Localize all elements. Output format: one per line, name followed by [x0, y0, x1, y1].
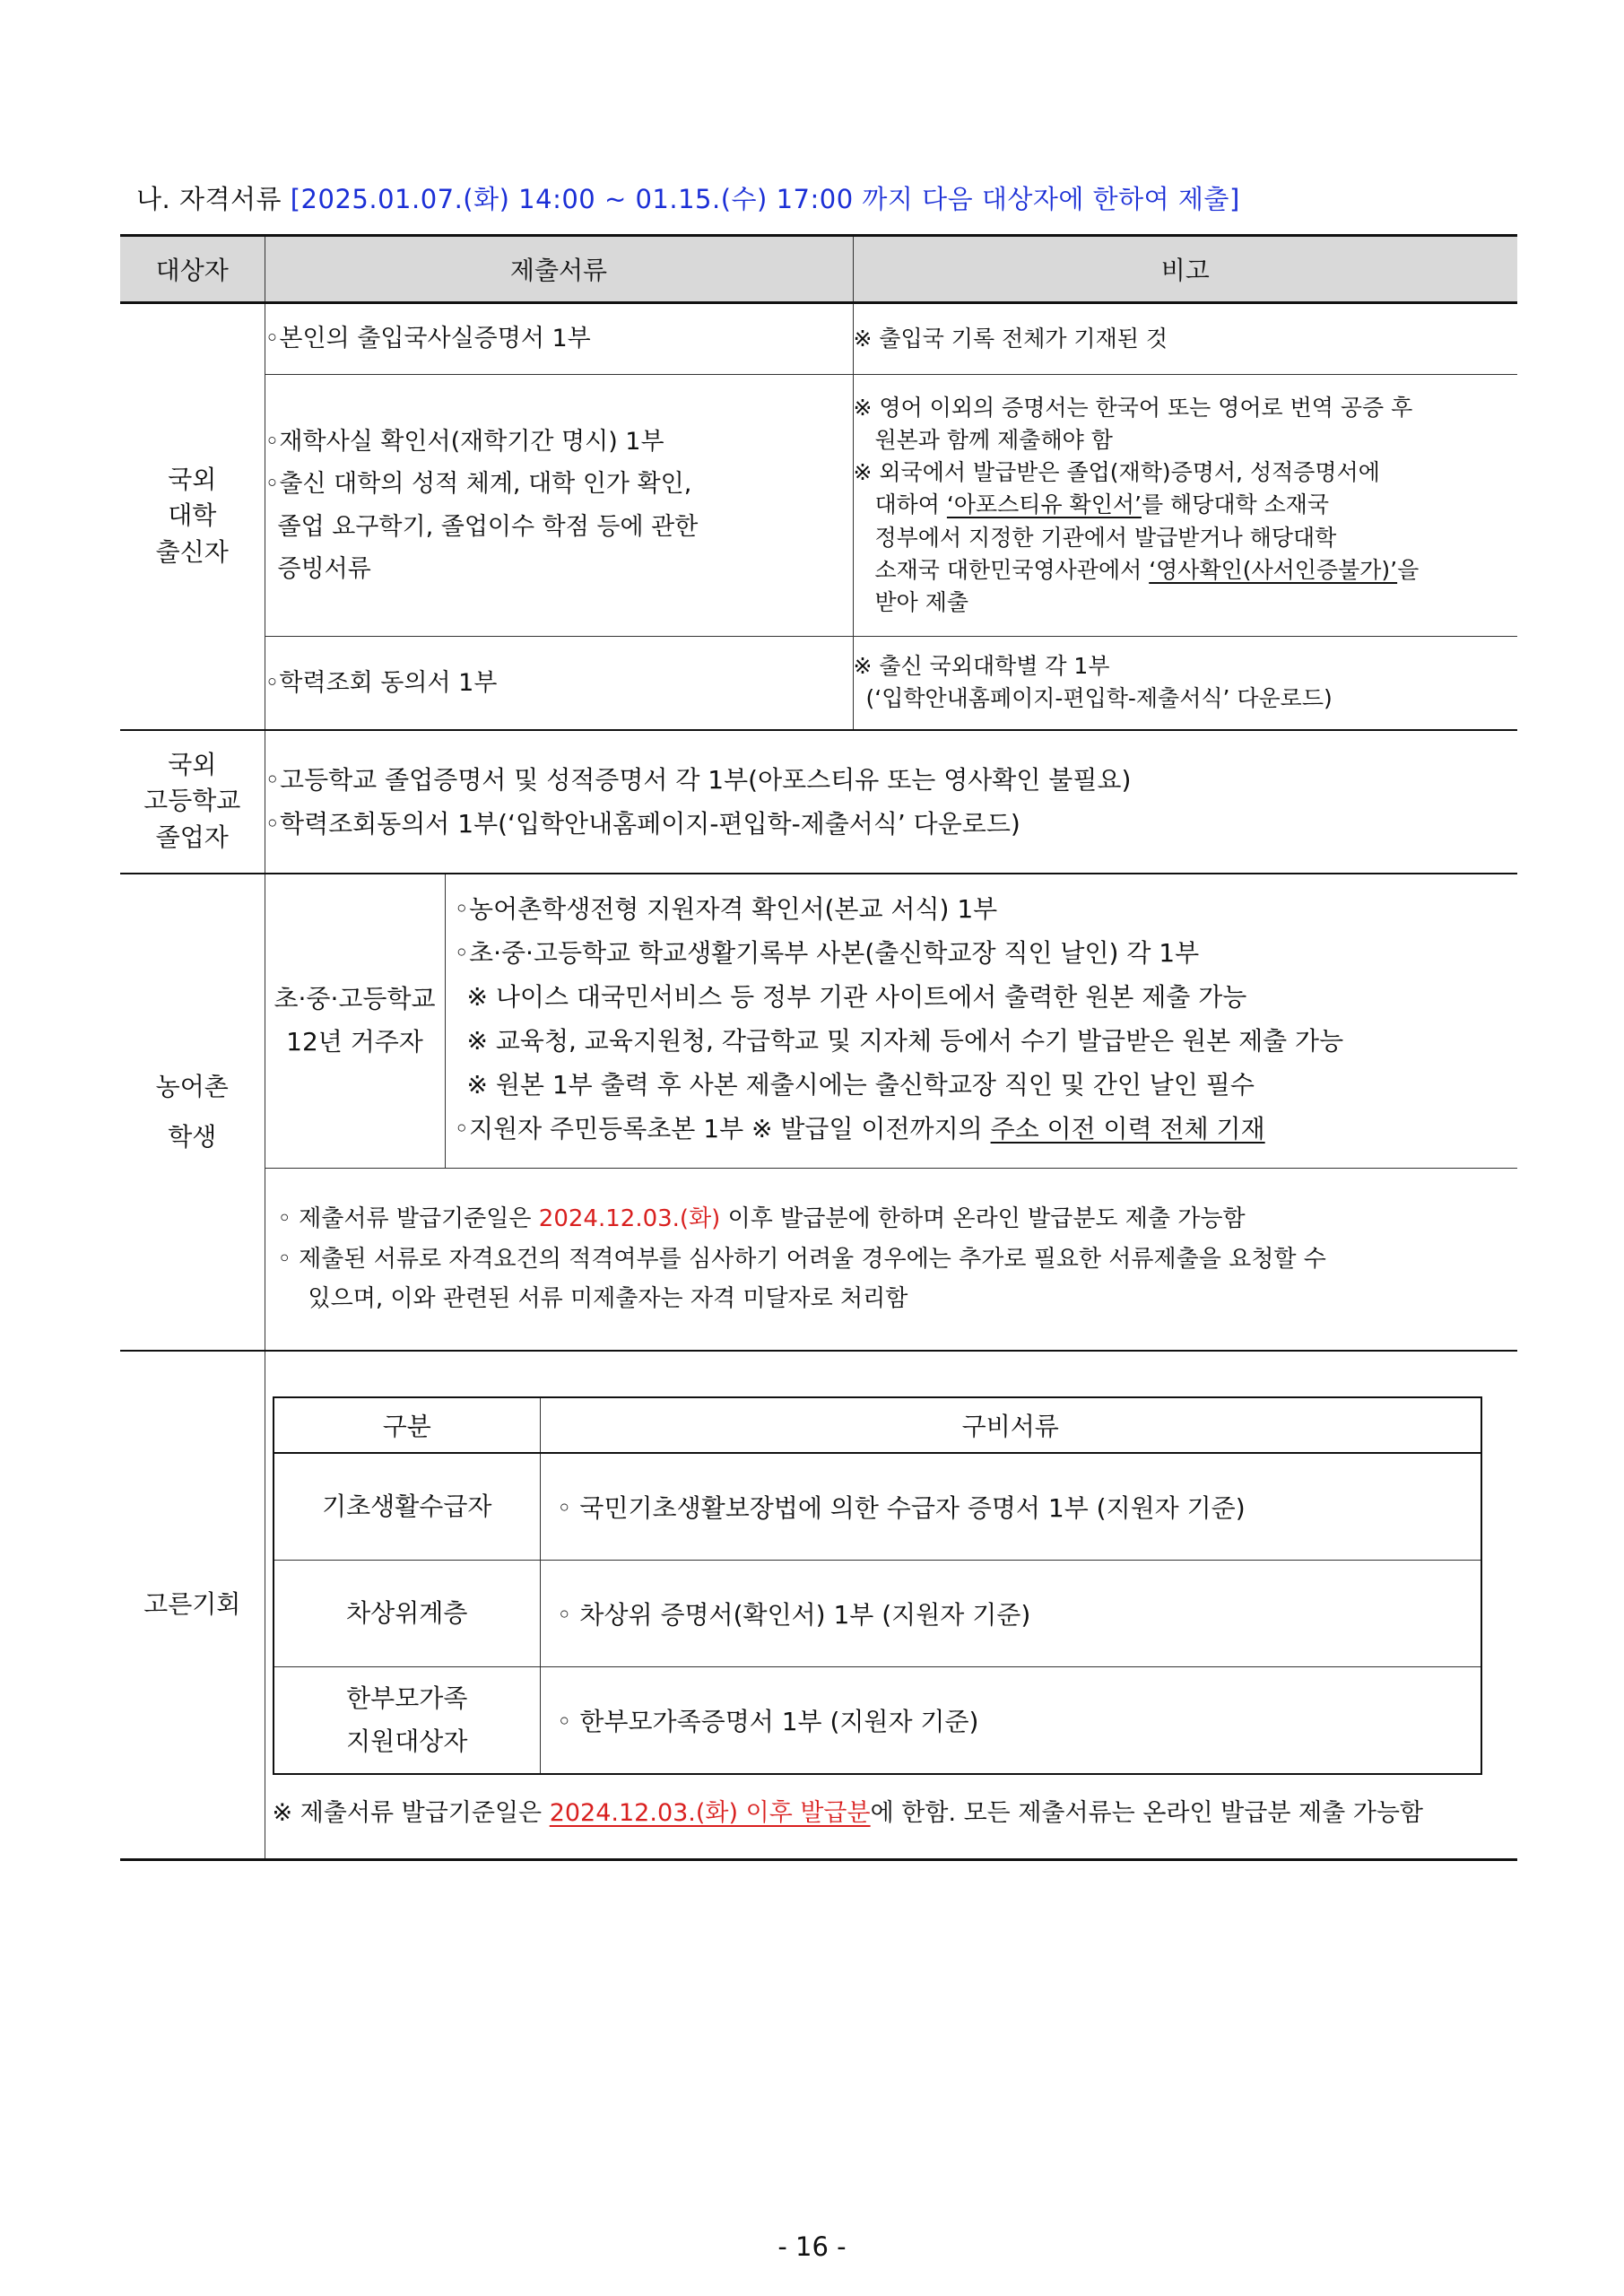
heading-target: 다음 대상자에 한하여 제출 [922, 184, 1229, 214]
doc-item: ◦학력조회 동의서 1부 [265, 668, 498, 697]
sub-category-line: 지원대상자 [346, 1726, 468, 1756]
sub-header-category: 구분 [274, 1397, 541, 1453]
docs-cell [265, 303, 853, 375]
sub-header-docs: 구비서류 [541, 1397, 1481, 1453]
sub-target-line: 12년 거주자 [286, 1027, 423, 1057]
note-cell [853, 303, 1517, 375]
rural-notes-cell [265, 1168, 1517, 1351]
sub-category-line: 한부모가족 [346, 1683, 468, 1714]
note-text: 에 한함. 모든 제출서류는 온라인 발급분 제출 가능함 [870, 1799, 1423, 1827]
note-line [278, 1199, 1506, 1239]
target-equal: 고른기회 [120, 1351, 265, 1860]
doc-item: 증빙서류 [277, 554, 371, 583]
rural-docs-cell [265, 874, 1517, 1169]
note-text: 대하여 [874, 491, 947, 518]
documents-table [120, 234, 1517, 1861]
target-foreign-hs [120, 730, 265, 874]
sub-category: 차상위계층 [274, 1561, 541, 1667]
rural-sub-target [265, 874, 446, 1168]
doc-item: ◦학력조회동의서 1부(‘입학안내홈페이지-편입학-제출서식’ 다운로드) [265, 808, 1020, 839]
note-line: ※ 영어 이외의 증명서는 한국어 또는 영어로 번역 공증 후 [853, 394, 1413, 421]
sub-doc: ◦ 국민기초생활보장법에 의한 수급자 증명서 1부 (지원자 기준) [541, 1453, 1481, 1561]
header-docs: 제출서류 [265, 236, 853, 303]
table-row [120, 1351, 1517, 1860]
equal-final-note [265, 1775, 1518, 1858]
table-row [274, 1453, 1481, 1561]
table-row [120, 730, 1517, 874]
table-row [274, 1561, 1481, 1667]
table-header-row [120, 236, 1517, 303]
note-line: ◦ 제출된 서류로 자격요건의 적격여부를 심사하기 어려울 경우에는 추가로 필요한 서류제출을 요청할 수 [277, 1245, 1326, 1273]
target-line: 농어촌 [155, 1071, 229, 1101]
target-line: 졸업자 [155, 822, 229, 852]
doc-item: ◦출신 대학의 성적 체계, 대학 인가 확인, [265, 470, 692, 499]
note-text: ※ 제출서류 발급기준일은 [272, 1799, 550, 1827]
doc-item: ※ 나이스 대국민서비스 등 정부 기관 사이트에서 출력한 원본 제출 가능 [466, 981, 1247, 1012]
table-row [120, 874, 1517, 1169]
note-text: 이후 발급분에 한하며 온라인 발급분도 제출 가능함 [720, 1205, 1246, 1233]
note-text: 을 [1397, 556, 1420, 583]
note-text: ◦ 제출서류 발급기준일은 [277, 1205, 539, 1233]
target-line: 국외 [168, 749, 217, 779]
note-line [854, 554, 1518, 587]
table-row [120, 637, 1517, 730]
doc-item: ◦본인의 출입국사실증명서 1부 [265, 325, 591, 353]
note-line: (‘입학안내홈페이지-편입학-제출서식’ 다운로드) [865, 685, 1333, 712]
note-text: 를 해당대학 소재국 [1141, 491, 1330, 518]
page-number: - 16 - [777, 2231, 847, 2262]
issue-date: 2024.12.03.(화) [538, 1205, 721, 1233]
sub-category [274, 1667, 541, 1775]
doc-text: ◦지원자 주민등록초본 1부 ※ 발급일 이전까지의 [454, 1113, 991, 1144]
sub-doc: ◦ 한부모가족증명서 1부 (지원자 기준) [541, 1667, 1481, 1775]
sub-doc: ◦ 차상위 증명서(확인서) 1부 (지원자 기준) [541, 1561, 1481, 1667]
section-heading [136, 179, 1240, 216]
heading-close: ] [1229, 184, 1240, 214]
doc-item: ※ 원본 1부 출력 후 사본 제출시에는 출신학교장 직인 및 간인 날인 필수 [466, 1069, 1255, 1100]
note-line: 받아 제출 [874, 589, 969, 616]
table-row [120, 303, 1517, 375]
doc-item: ◦초·중·고등학교 학교생활기록부 사본(출신학교장 직인 날인) 각 1부 [454, 937, 1200, 968]
docs-cell [265, 730, 1517, 874]
doc-item: ◦고등학교 졸업증명서 및 성적증명서 각 1부(아포스티유 또는 영사확인 불필요) [265, 764, 1132, 795]
header-target: 대상자 [120, 236, 265, 303]
rural-doc-list [446, 874, 1518, 1168]
doc-item: ◦재학사실 확인서(재학기간 명시) 1부 [265, 428, 664, 456]
table-row [120, 375, 1517, 637]
note-text: 소재국 대한민국영사관에서 [874, 556, 1150, 583]
heading-period: [2025.01.07.(화) 14:00 ~ 01.15.(수) 17:00 까지 [290, 184, 923, 214]
docs-cell [265, 375, 853, 637]
sub-category: 기초생활수급자 [274, 1453, 541, 1561]
docs-cell [265, 637, 853, 730]
target-line: 대학 [168, 500, 217, 531]
target-rural [120, 874, 265, 1352]
note-item: ※ 출입국 기록 전체가 기재된 것 [853, 325, 1168, 352]
target-line: 학생 [168, 1121, 217, 1152]
header-note: 비고 [853, 236, 1517, 303]
note-line [854, 489, 1518, 521]
doc-item: ※ 교육청, 교육지원청, 각급학교 및 지자체 등에서 수기 발급받은 원본 제출 가능 [466, 1025, 1344, 1056]
equal-docs-cell [265, 1351, 1517, 1860]
consular-term: ‘영사확인(사서인증불가)’ [1149, 556, 1398, 583]
target-line: 고등학교 [143, 786, 241, 816]
doc-item [455, 1107, 1509, 1151]
apostille-term: ‘아포스티유 확인서’ [946, 491, 1142, 518]
sub-header-row [274, 1397, 1481, 1453]
note-cell [853, 637, 1517, 730]
note-line: ※ 출신 국외대학별 각 1부 [853, 653, 1110, 679]
doc-item: 졸업 요구학기, 졸업이수 학점 등에 관한 [277, 512, 699, 541]
heading-prefix: 나. 자격서류 [136, 184, 291, 214]
target-foreign-univ [120, 303, 265, 730]
doc-item: ◦농어촌학생전형 지원자격 확인서(본교 서식) 1부 [454, 893, 998, 924]
equal-opportunity-table [273, 1396, 1482, 1775]
note-line: 원본과 함께 제출해야 함 [874, 426, 1113, 453]
target-line: 국외 [168, 464, 217, 494]
note-line: ※ 외국에서 발급받은 졸업(재학)증명서, 성적증명서에 [853, 459, 1380, 486]
note-cell [853, 375, 1517, 637]
note-line: 정부에서 지정한 기관에서 발급받거나 해당대학 [874, 524, 1337, 551]
table-row [120, 1168, 1517, 1351]
note-line: 있으며, 이와 관련된 서류 미제출자는 자격 미달자로 처리함 [308, 1284, 908, 1312]
address-history-term: 주소 이전 이력 전체 기재 [990, 1113, 1265, 1144]
issue-date: 2024.12.03.(화) 이후 발급분 [549, 1799, 871, 1827]
sub-target-line: 초·중·고등학교 [274, 984, 436, 1014]
target-line: 출신자 [155, 537, 229, 568]
table-row [274, 1667, 1481, 1775]
